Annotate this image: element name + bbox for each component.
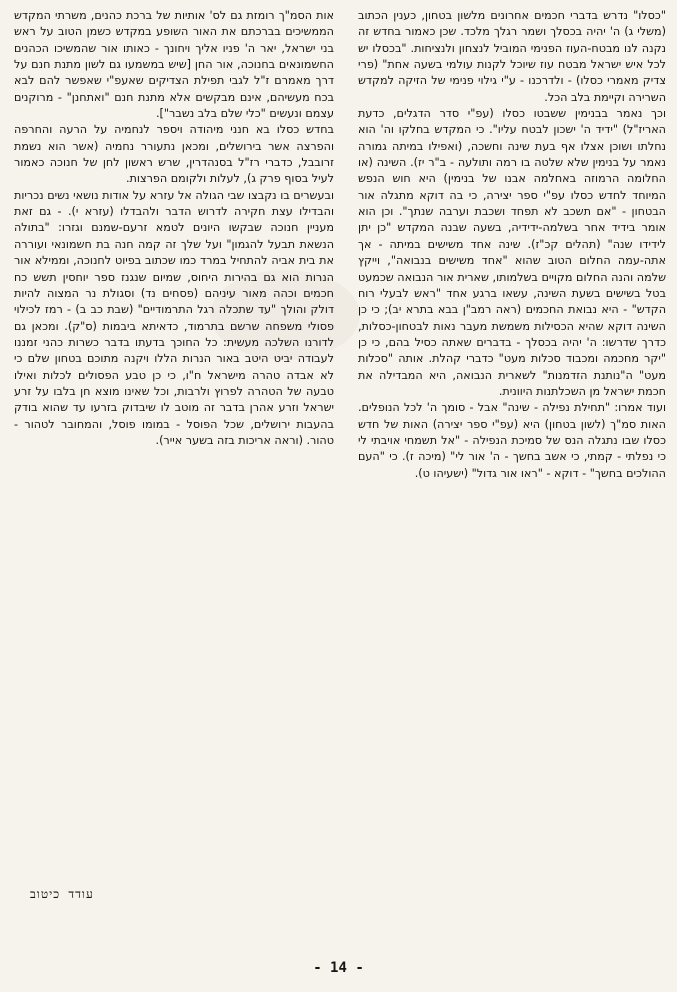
paragraph: ועוד אמרו: "תחילת נפילה - שינה" אבל - סומך ה' לכל הנופלים. האות סמ"ך (לשון בטחון) היא (עפ"י ספר יצירה) האות של חדש כסלו שבו נתגלה הנס של סמיכת הנפילה - "אל תשמחי אויבתי לי כי נפלתי - קמתי, כי אשב בחשך - ה' אור לי" (מיכה ז). כי "העם ההולכים בחשך" - דוקא - "ראו אור גדול" (ישעיהו ט). <box>358 401 666 480</box>
right-text-column <box>358 8 666 943</box>
paragraph: "כסלו" נדרש בדברי חכמים אחרונים מלשון בטחון, כענין הכתוב (משלי ג) ה' יהיה בכסלך ושמר רגלך מלכד. שכן כאמור בחדש זה נקנה לנו מבטח-העוז הפנימי המוביל לנצחון ולנציחות. "בכסלו יש לכל איש ישראל מבטח עוז שיוכל לקנות עולמי בשעה אחת" (פרי צדיק מאמרי כסלו) - ולדרכנו - ע"י גילוי פנימי של הזיקה למקדש השרירה וקיימת בלב הכל. <box>358 9 666 104</box>
paragraph: ובעשרים בו נקבצו שבי הגולה אל עזרא על אודות נושאי נשים נכריות והבדילו עצת חקירה לדרוש הדבר ולהבדלו (עזרא י). - גם זאת מעניין חנוכה שבקשו היונים לטמא זרעם-שמנם וגזרו: "בתולה הנשאת תבעל להגמון" ועל שלך זה קמה חנה בת חשמונאי ועוררה את בית אביה להתחיל במרד כמו שכתוב בפיוט לחנוכה, וממילא אור הנרות הוא גם בהירות היחוס, שמיום שנגנז ספר יוחסין תשש כח חכמים וכהה מאור עיניהם (פסחים נד) וסגולת נר המצוה להיות דולק והולך "עד שתכלה רגל התרמודיים" (שבת כב ב) - רמז לכילוי פסולי משפחה שרשם בתרמוד, כדאיתא ביבמות (ס"ק). ומכאן גם לדורנו השלכה מעשית: כל החוכך בדעתו בדבר כשרות כהני זמננו לעבודה יביט היטב באור הנרות הללו ויקנה מתוכם בטחון שלם כי לא אבדה טהרה מישראל ח"ו, כי כן טבע הפסולים לכלות ואילו טבעה של הטהרה לפרוץ ולרבות, וכל שאינו מוצא חן בלבו על זרע ישראל וזרע אהרן בדבר זה מוטב לו שיבדוק בזרעו עד שהוא בודק בהעבות ירושלים, שכל הפוסל - במומו פוסל, והמחובר לטהור - טהור. (וראה אריכות בזה בשער אייר). <box>14 188 334 447</box>
paragraph: אות הסמ"ך רומזת גם לס' אותיות של ברכת כהנים, משרתי המקדש הממשיכים בברכתם את האור השופע במקדש כשמן הטוב על ראש בני ישראל, יאר ה' פניו אליך ויחונך - כאותו אור שהמשיכו הכהנים החשמונאים בחנוכה, אור החן [שיש במשמעו גם לשון מתנת חנם על דרך מאמרם ז"ל לגבי תפילת הצדיקים שאעפ"י שאפשר להם לבא בכח מעשיהם, אינם מבקשים אלא מתנת חנם "ואתחנן" - מרוקנים עצמם ונעשים "כלי שלם בלב נשבר"]. <box>14 9 334 121</box>
page-number: - 14 - <box>313 960 364 976</box>
author-signature: עודד כיטוב <box>30 887 94 901</box>
paragraph: בחדש כסלו בא חנני מיהודה ויספר לנחמיה על הרעה והחרפה והפרצה אשר בירושלים, ומכאן נתעורר נחמיה (אשר הוא נשמת זרובבל, כדברי רז"ל בסנהדרין, שרש ראשון לחן של חנוכה כאמור לעיל בסוף פרק ג), לעלות ולקומם הפרצות. <box>14 123 334 186</box>
left-text-column <box>14 8 334 943</box>
paragraph: וכך נאמר בבנימין ששבטו כסלו (עפ"י סדר הדגלים, כדעת האריז"ל) "ידיד ה' ישכון לבטח עליו". כי המקדש בחלקו וה' הוא נחלתו ושוכן אצלו אף בעת שינה וחשכה, (ואפילו במיתה גמורה נאמר על בנימין שלא שלטה בו רמה ותולעה - ב"ר יז). השינה (או החלומה הרמוזה באחלמה אבנו של בנימין) היא חוש הנפש המיוחד לחדש כסלו עפ"י ספר יצירה, כי בה דוקא מתגלה אור הבטחון - "אם תשכב לא תפחד ושכבת וערבה שנתך". וכן הוא אומר בידיד אחר בשלמה-ידידיה, בשעה שבנה המקדש "כן יתן לידידו שנה" (תהלים קכ"ז). שינה אחד משישים במיתה - אך אתה-עמה החלום הטוב שהוא "אחד משישים בנבואה", וייקץ שלמה והנה החלום מקויים בשלמותו, שארית אור הנבואה שכמעט בטל בשישים בשעת השינה, עשאו ברגע אחד "ראש לבעלי רוח הקדש" - היא נבואת החכמים (ראה רמב"ן בבא בתרא יב); כי כן השינה דוקא שהיא הכסילות משמשת מעבר נאות לבטחון-כסלות, כדרך שדרשו: ה' יהיה בכסלך - בדברים שאתה כסיל בהם, כי כן "יקר מחכמה ומכבוד סכלות מעט" כדברי קהלת. אותה "סכלות מעט" ה"נותנת הזדמנות" לשארית הנבואה, היא המבדילה את חכמת ישראל מן השכלתנות היוונית. <box>358 107 666 398</box>
